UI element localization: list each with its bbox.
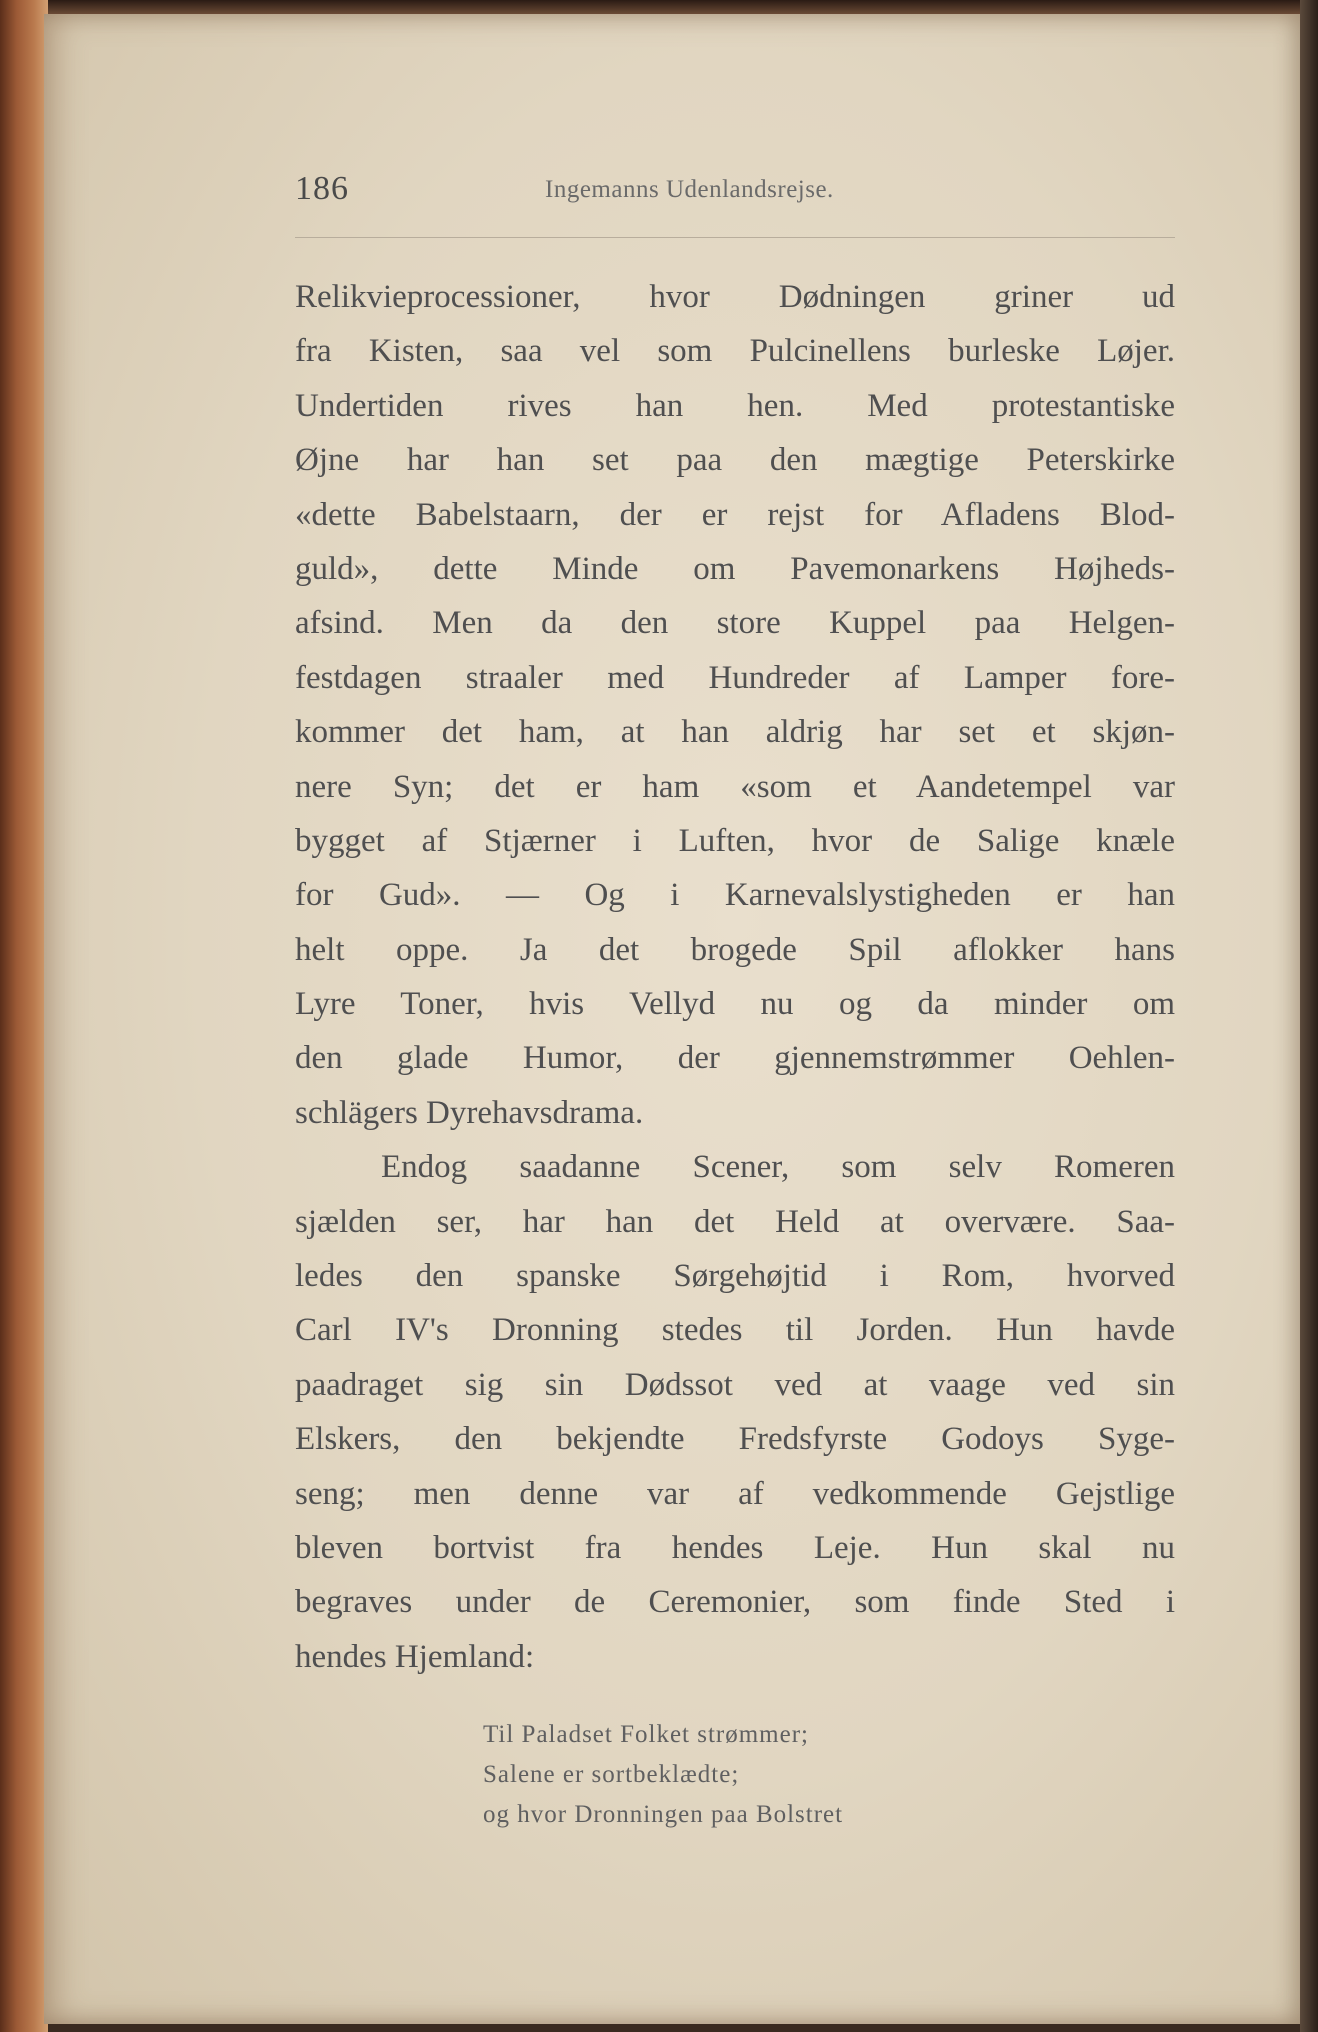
text-line: fra Kisten, saa vel som Pulcinellens burleske Løjer. bbox=[295, 333, 1175, 370]
text-line: for Gud». — Og i Karnevalslystigheden er han bbox=[295, 877, 1175, 914]
text-line: Carl IV's Dronning stedes til Jorden. Hun havde bbox=[295, 1312, 1175, 1349]
text-line: Relikvieprocessioner, hvor Dødningen griner ud bbox=[295, 279, 1175, 315]
text-line: helt oppe. Ja det brogede Spil aflokker hans bbox=[295, 931, 1175, 968]
body-text bbox=[295, 270, 1175, 1684]
text-line: den glade Humor, der gjennemstrømmer Oehlen- bbox=[295, 1040, 1175, 1077]
text-line: schlägers Dyrehavsdrama. bbox=[295, 1094, 644, 1131]
text-line: Undertiden rives han hen. Med protestantiske bbox=[295, 387, 1175, 424]
text-line: Øjne har han set paa den mægtige Peterskirke bbox=[295, 442, 1175, 479]
verse-quote bbox=[483, 1715, 843, 1835]
page-top-edge bbox=[0, 0, 1318, 14]
text-line: hendes Hjemland: bbox=[295, 1638, 535, 1675]
paragraph-first-line: Endog saadanne Scener, som selv Romeren bbox=[381, 1149, 1175, 1186]
header-rule bbox=[295, 237, 1175, 238]
text-line: festdagen straaler med Hundreder af Lamper fore- bbox=[295, 659, 1175, 696]
book-spine bbox=[0, 0, 48, 2032]
text-line: bygget af Stjærner i Luften, hvor de Salige knæle bbox=[295, 822, 1175, 859]
text-line: Lyre Toner, hvis Vellyd nu og da minder om bbox=[295, 986, 1175, 1023]
text-line: kommer det ham, at han aldrig har set et skjøn- bbox=[295, 714, 1175, 751]
text-line: Elskers, den bekjendte Fredsfyrste Godoys Syge- bbox=[295, 1421, 1175, 1458]
text-line: seng; men denne var af vedkommende Gejstlige bbox=[295, 1475, 1175, 1512]
text-line: paadraget sig sin Dødssot ved at vaage ved sin bbox=[295, 1366, 1175, 1403]
text-line: begraves under de Ceremonier, som finde Sted i bbox=[295, 1584, 1175, 1621]
page-right-edge bbox=[1300, 0, 1318, 2032]
text-line: nere Syn; det er ham «som et Aandetempel var bbox=[295, 768, 1175, 805]
text-line: afsind. Men da den store Kuppel paa Helgen- bbox=[295, 605, 1175, 642]
text-line: bleven bortvist fra hendes Leje. Hun skal nu bbox=[295, 1529, 1175, 1566]
text-line: sjælden ser, har han det Held at overvære. Saa- bbox=[295, 1203, 1175, 1240]
page-header bbox=[295, 170, 1175, 220]
text-line: «dette Babelstaarn, der er rejst for Afladens Blod- bbox=[295, 496, 1175, 533]
verse-line: Til Paladset Folket strømmer; bbox=[483, 1721, 809, 1748]
text-line: guld», dette Minde om Pavemonarkens Højheds- bbox=[295, 550, 1175, 587]
running-title: Ingemanns Udenlandsrejse. bbox=[545, 176, 834, 203]
verse-line: og hvor Dronningen paa Bolstret bbox=[483, 1801, 844, 1828]
verse-line: Salene er sortbeklædte; bbox=[483, 1761, 740, 1788]
page-number: 186 bbox=[295, 170, 349, 207]
text-line: ledes den spanske Sørgehøjtid i Rom, hvorved bbox=[295, 1258, 1175, 1295]
